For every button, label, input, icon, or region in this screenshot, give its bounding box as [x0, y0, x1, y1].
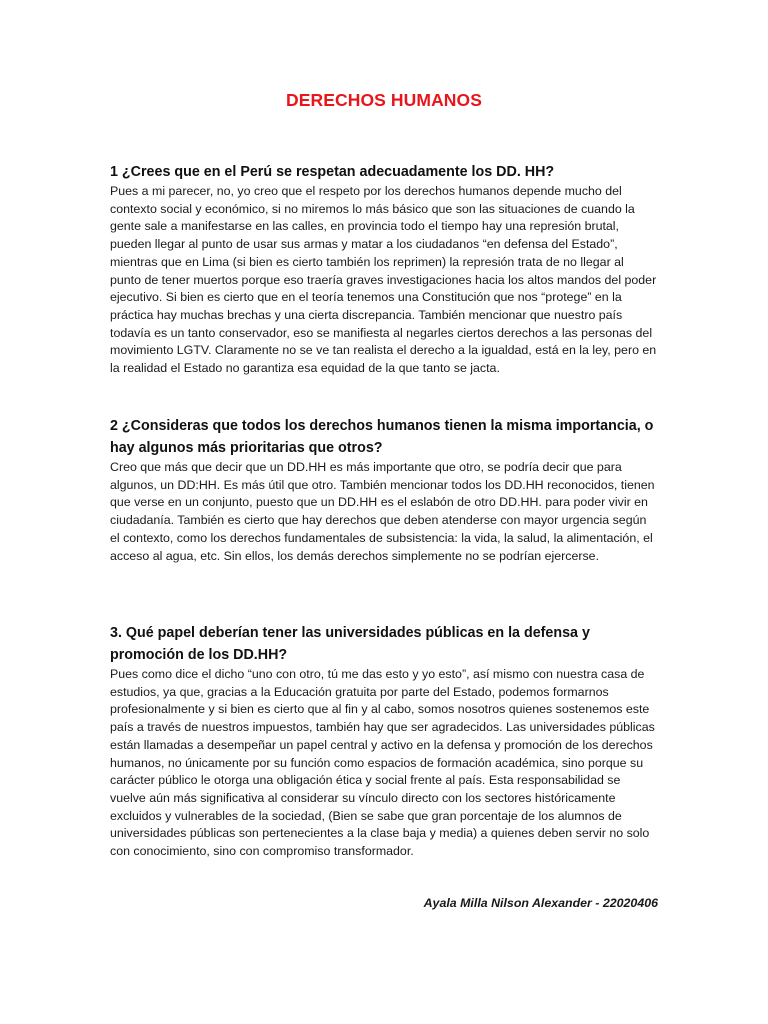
answer-paragraph-1: Pues a mi parecer, no, yo creo que el respeto por los derechos humanos depende mucho del contexto social y económico, si no miremos lo más básico que son las situaciones de cuando la gente sale a manifestarse en las calles, en provincia todo el tiempo hay una represión brutal, pueden llegar al punto de usar sus armas y matar a los ciudadanos “en defensa del Estado”, mientras que en Lima (si bien es cierto también los reprimen) la represión trata de no llegar al punto de tener muertos porque eso traería graves investigaciones hacia los altos mandos del poder ejecutivo. Si bien es cierto que en el teoría tenemos una Constitución que nos “protege” en la práctica hay muchas brechas y una cierta discrepancia. También mencionar que nuestro país todavía es un tanto conservador, eso se manifiesta al negarles ciertos derechos a las personas del movimiento LGTV. Claramente no se ve tan realista el derecho a la igualdad, está en la ley, pero en la realidad el Estado no garantiza esa equidad de la que tanto se jacta.: [110, 184, 657, 376]
document-page: [110, 0, 658, 1024]
question-heading-3: 3. Qué papel deberían tener las universidades públicas en la defensa y promoción de los DD.HH?: [110, 625, 590, 663]
question-heading-1: 1 ¿Crees que en el Perú se respetan adecuadamente los DD. HH?: [110, 164, 555, 180]
question-heading-2: 2 ¿Consideras que todos los derechos humanos tienen la misma importancia, o hay algunos más prioritarias que otros?: [110, 418, 654, 456]
author-signature: Ayala Milla Nilson Alexander - 22020406: [423, 896, 658, 910]
question-section-1: [110, 161, 658, 378]
document-title: DERECHOS HUMANOS: [285, 90, 483, 110]
answer-paragraph-3: Pues como dice el dicho “uno con otro, tú me das esto y yo esto”, así mismo con nuestra casa de estudios, ya que, gracias a la Educación gratuita por parte del Estado, podemos formarnos profesionalmente y si bien es cierto que al fin y al cabo, somos nosotros quienes sostenemos este país a través de nuestros impuestos, también hay que ser agradecidos. Las universidades públicas están llamadas a desempeñar un papel central y activo en la defensa y promoción de los derechos humanos, no únicamente por su función como espacios de formación académica, sino porque su carácter público le otorga una obligación ética y social frente al país. Esta responsabilidad se vuelve aún más significativa al considerar su vínculo directo con los sectores históricamente excluidos y vulnerables de la sociedad, (Bien se sabe que gran porcentaje de los alumnos de universidades públicas son pertenecientes a la clase baja y media) a quienes deben servir no solo con conocimiento, sino con compromiso transformador.: [110, 667, 655, 859]
question-section-2: [110, 415, 658, 565]
question-section-3: [110, 622, 658, 861]
answer-paragraph-2: Creo que más que decir que un DD.HH es más importante que otro, se podría decir que para algunos, un DD:HH. Es más útil que otro. También mencionar todos los DD.HH reconocidos, tienen que verse en un conjunto, puesto que un DD.HH es el eslabón de otro DD.HH. para poder vivir en ciudadanía. También es cierto que hay derechos que deben atenderse con mayor urgencia según el contexto, como los derechos fundamentales de subsistencia: la vida, la salud, la alimentación, el acceso al agua, etc. Sin ellos, los demás derechos simplemente no se podrían ejercerse.: [110, 460, 655, 563]
